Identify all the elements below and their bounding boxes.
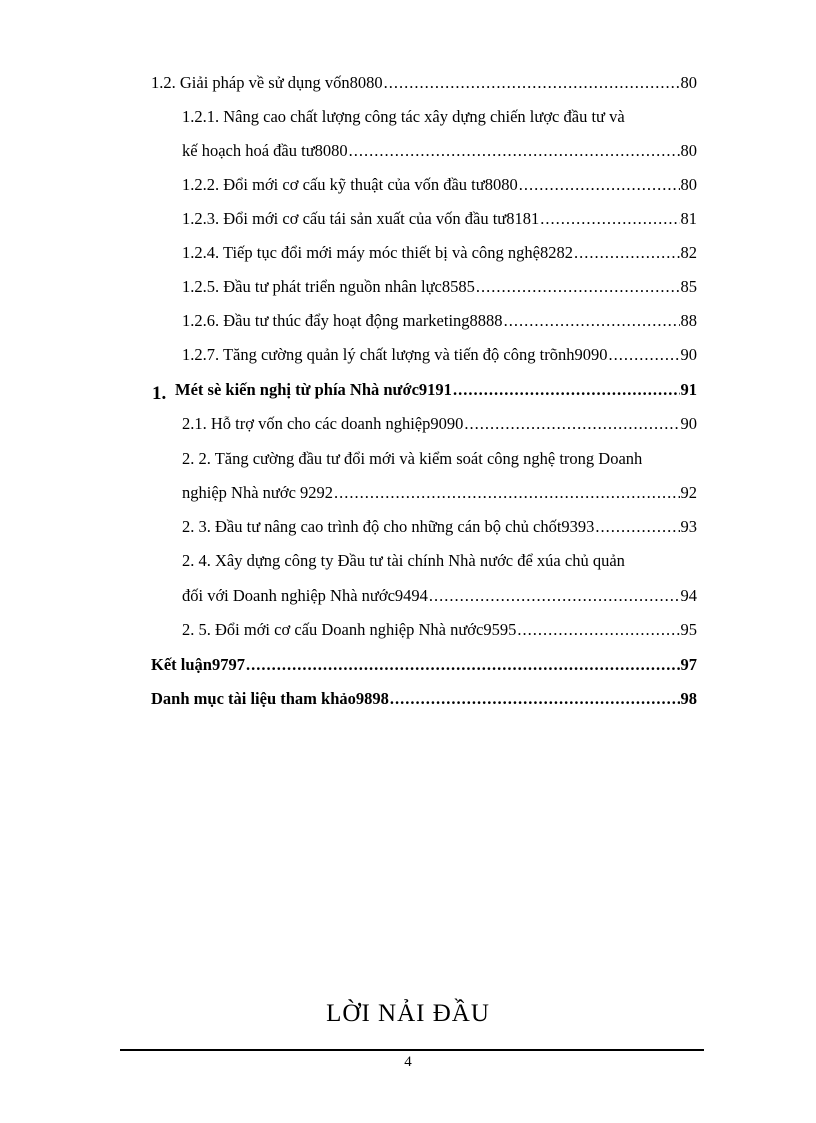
toc-leader-dots <box>519 175 680 195</box>
toc-entry-page: 90 <box>680 345 697 364</box>
toc-entry-page: 81 <box>680 209 697 228</box>
toc-entry-page: 95 <box>680 620 697 639</box>
toc-entry-title: 2. 4. Xây dựng công ty Đầu tư tài chính Nhà nước để xúa chủ quản <box>182 551 625 570</box>
page-number: 4 <box>404 1054 412 1070</box>
toc-entry-title: 2.1. Hỗ trợ vốn cho các doanh nghiệp9090 <box>182 414 464 433</box>
toc-entry[interactable] <box>182 483 697 503</box>
toc-entry-title: đối với Doanh nghiệp Nhà nước9494 <box>182 586 428 605</box>
toc-entry[interactable] <box>182 243 697 263</box>
toc-leader-dots <box>390 689 680 709</box>
toc-leader-dots <box>429 586 680 606</box>
toc-entry-page: 82 <box>680 243 697 262</box>
toc-leader-dots <box>453 380 680 400</box>
toc-entry[interactable] <box>182 345 697 365</box>
toc-entry[interactable] <box>182 586 697 606</box>
toc-entry-title: 1.2.3. Đổi mới cơ cấu tái sản xuất của vốn đầu tư8181 <box>182 209 540 228</box>
toc-entry-page: 98 <box>680 689 697 708</box>
toc-entry[interactable] <box>182 311 697 331</box>
toc-entry[interactable] <box>182 277 697 297</box>
toc-entry[interactable] <box>182 517 697 537</box>
toc-entry-title: 2. 3. Đầu tư nâng cao trình độ cho những cán bộ chủ chốt9393 <box>182 517 595 536</box>
toc-entry-title: Danh mục tài liệu tham khảo9898 <box>151 689 389 708</box>
toc-entry-page: 88 <box>680 311 697 330</box>
toc-leader-dots <box>540 209 679 229</box>
toc-entry-page: 80 <box>680 73 697 92</box>
toc-entry-page: 93 <box>680 517 697 536</box>
section-number: 1. <box>152 383 167 404</box>
footer-divider <box>120 1049 704 1051</box>
toc-entry-page: 80 <box>680 175 697 194</box>
toc-leader-dots <box>504 311 680 331</box>
toc-entry[interactable] <box>182 141 697 161</box>
toc-entry[interactable] <box>182 620 697 640</box>
toc-entry-title: Mét sè kiến nghị từ phía Nhà nước9191 <box>175 380 452 399</box>
toc-leader-dots <box>246 655 680 675</box>
toc-entry-title: 1.2.2. Đổi mới cơ cấu kỹ thuật của vốn đầu tư8080 <box>182 175 518 194</box>
toc-entry-title: 2. 2. Tăng cường đầu tư đổi mới và kiểm soát công nghệ trong Doanh <box>182 449 643 468</box>
toc-entry-title: 1.2.6. Đầu tư thúc đẩy hoạt động marketing8888 <box>182 311 503 330</box>
toc-entry-title: 1.2. Giải pháp về sử dụng vốn8080 <box>151 73 383 92</box>
toc-entry[interactable] <box>182 209 697 229</box>
toc-entry[interactable] <box>182 175 697 195</box>
toc-entry[interactable] <box>151 73 697 93</box>
toc-entry[interactable] <box>182 551 697 571</box>
toc-entry-title: 1.2.4. Tiếp tục đổi mới máy móc thiết bị và công nghệ8282 <box>182 243 573 262</box>
page-heading: LỜI NẢI ĐẦU <box>326 1000 490 1027</box>
toc-leader-dots <box>349 141 680 161</box>
toc-entry-title: 1.2.5. Đầu tư phát triển nguồn nhân lực8585 <box>182 277 475 296</box>
toc-leader-dots <box>595 517 679 537</box>
toc-entry-page: 94 <box>680 586 697 605</box>
toc-entry-references[interactable] <box>151 689 697 709</box>
toc-entry[interactable] <box>182 449 706 469</box>
toc-leader-dots <box>464 414 679 434</box>
toc-entry-title: nghiệp Nhà nước 9292 <box>182 483 334 502</box>
toc-entry-page: 80 <box>680 141 697 160</box>
toc-leader-dots <box>334 483 679 503</box>
toc-entry-title: 1.2.7. Tăng cường quản lý chất lượng và tiến độ công trõnh9090 <box>182 345 608 364</box>
toc-entry-page: 90 <box>680 414 697 433</box>
toc-leader-dots <box>384 73 680 93</box>
toc-entry-section[interactable] <box>175 380 697 400</box>
toc-entry-title: 1.2.1. Nâng cao chất lượng công tác xây dựng chiến lược đầu tư và <box>182 107 625 126</box>
toc-leader-dots <box>608 345 679 365</box>
toc-entry[interactable] <box>182 414 697 434</box>
toc-entry-title: Kết luận9797 <box>151 655 245 674</box>
toc-leader-dots <box>517 620 679 640</box>
toc-entry-title: kế hoạch hoá đầu tư8080 <box>182 141 348 160</box>
toc-entry-page: 92 <box>680 483 697 502</box>
toc-entry-page: 97 <box>680 655 697 674</box>
toc-entry-page: 91 <box>680 380 697 399</box>
toc-entry-title: 2. 5. Đổi mới cơ cấu Doanh nghiệp Nhà nước9595 <box>182 620 517 639</box>
toc-entry-page: 85 <box>680 277 697 296</box>
toc-entry[interactable] <box>182 107 697 127</box>
toc-leader-dots <box>476 277 680 297</box>
toc-leader-dots <box>574 243 680 263</box>
toc-entry-conclusion[interactable] <box>151 655 697 675</box>
